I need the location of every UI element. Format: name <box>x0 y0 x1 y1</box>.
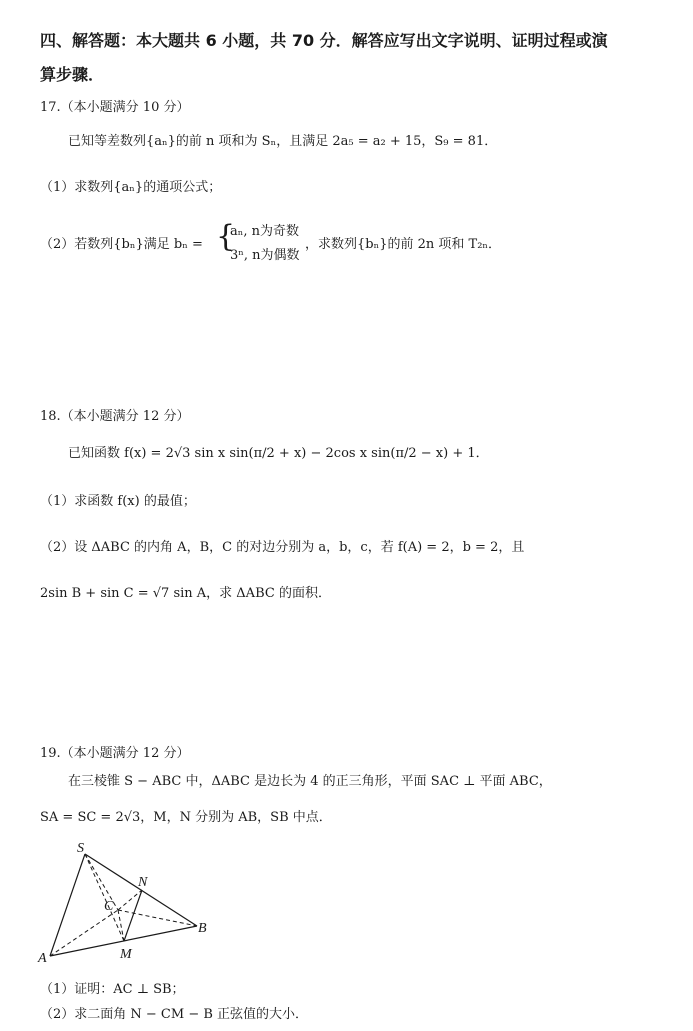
q19-part1: （1）证明：AC ⊥ SB； <box>40 982 185 997</box>
q19-stem-line2: SA = SC = 2√3，M，N 分别为 AB，SB 中点． <box>40 810 332 825</box>
edge-SB <box>85 854 197 926</box>
q17-title: 17.（本小题满分 10 分） <box>40 100 190 115</box>
q18-part1: （1）求函数 f(x) 的最值； <box>40 494 196 509</box>
q17-case2: 3ⁿ, n为偶数 <box>230 248 300 263</box>
q18-stem: 已知函数 f(x) = 2√3 sin x sin(π/2 + x) − 2cos x sin(π/2 − x) + 1． <box>68 446 489 461</box>
label-M: M <box>120 947 132 962</box>
q19-stem-line1: 在三棱锥 S − ABC 中，ΔABC 是边长为 4 的正三角形，平面 SAC ⊥ 平面 ABC， <box>68 774 552 789</box>
label-N: N <box>138 875 148 890</box>
edge-NM <box>124 890 142 941</box>
q18-part2: （2）设 ΔABC 的内角 A，B，C 的对边分别为 a，b，c，若 f(A) = 2，b = 2，且 <box>40 540 525 555</box>
q17-part2-post: ，求数列{bₙ}的前 2n 项和 T₂ₙ． <box>305 237 502 252</box>
edge-SA <box>50 854 85 956</box>
label-A: A <box>38 951 47 966</box>
q19-part2: （2）求二面角 N − CM − B 正弦值的大小． <box>40 1007 309 1022</box>
label-C: C <box>104 899 114 914</box>
q17-stem: 已知等差数列{aₙ}的前 n 项和为 Sₙ，且满足 2a₅ = a₂ + 15，S₉ = 81． <box>68 134 498 149</box>
label-S: S <box>77 841 84 856</box>
section-header-line2: 算步骤． <box>40 65 105 84</box>
q17-case1: aₙ, n为奇数 <box>230 224 300 239</box>
pyramid-figure <box>30 838 220 968</box>
q18-title: 18.（本小题满分 12 分） <box>40 409 190 424</box>
edge-CM <box>118 910 124 941</box>
q19-title: 19.（本小题满分 12 分） <box>40 746 190 761</box>
q17-part2-pre: （2）若数列{bₙ}满足 bₙ = <box>40 237 203 252</box>
q18-part2-cont: 2sin B + sin C = √7 sin A，求 ΔABC 的面积． <box>40 586 331 601</box>
piecewise-brace: { <box>216 219 236 254</box>
q17-part1: （1）求数列{aₙ}的通项公式； <box>40 180 222 195</box>
label-B: B <box>198 921 207 936</box>
section-header-line1: 四、解答题：本大题共 6 小题，共 70 分．解答应写出文字说明、证明过程或演 <box>40 31 608 50</box>
